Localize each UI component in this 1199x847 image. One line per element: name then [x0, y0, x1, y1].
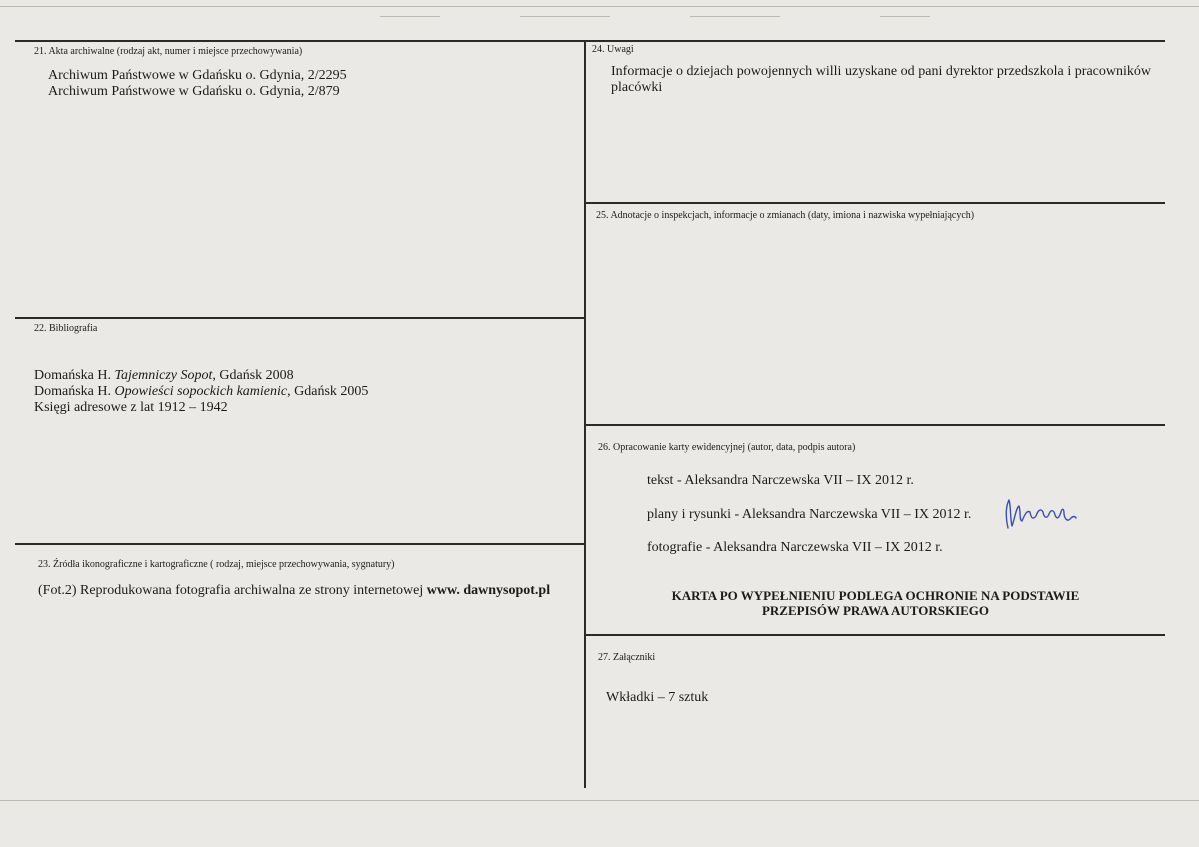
- bibliography-title: Opowieści sopockich kamienic: [114, 384, 288, 399]
- bibliography-entry-3: Księgi adresowe z lat 1912 – 1942: [34, 400, 228, 415]
- top-edge-dash: [380, 16, 440, 17]
- bibliography-place: , Gdańsk 2005: [287, 384, 369, 399]
- bottom-edge-mark: [0, 800, 1199, 801]
- bibliography-entry-1: [34, 368, 294, 384]
- copyright-notice: [586, 588, 1165, 618]
- remarks-text: Informacje o dziejach powojennych willi uzyskane od pani dyrektor przedszkola i pracowników placówki: [611, 64, 1151, 95]
- rule-21-22: [15, 317, 584, 319]
- author-signature: [1000, 494, 1080, 534]
- rule-24-25: [586, 202, 1165, 204]
- copyright-notice-line-2: PRZEPISÓW PRAWA AUTORSKIEGO: [761, 603, 990, 618]
- attachments-text: Wkładki – 7 sztuk: [606, 690, 709, 705]
- archive-line-2: Archiwum Państwowe w Gdańsku o. Gdynia, 2/879: [48, 84, 340, 99]
- top-edge-dash: [520, 16, 610, 17]
- center-divider: [584, 40, 586, 788]
- iconography-text: (Fot.2) Reprodukowana fotografia archiwalna ze strony internetowej: [38, 583, 427, 598]
- copyright-notice-line-1: KARTA PO WYPEŁNIENIU PODLEGA OCHRONIE NA PODSTAWIE: [671, 588, 1080, 603]
- section-27-label: 27. Załączniki: [598, 652, 656, 663]
- section-23-label: 23. Źródła ikonograficzne i kartograficzne ( rodzaj, miejsce przechowywania, sygnatury): [38, 559, 395, 570]
- website-link[interactable]: www. dawnysopot.pl: [426, 583, 551, 598]
- top-edge-mark: [0, 6, 1199, 7]
- section-26-label: 26. Opracowanie karty ewidencyjnej (autor, data, podpis autora): [598, 442, 856, 453]
- bibliography-title: Tajemniczy Sopot: [114, 368, 213, 383]
- bibliography-author: Domańska H.: [34, 384, 115, 399]
- rule-22-23: [15, 543, 584, 545]
- top-edge-dash: [690, 16, 780, 17]
- top-rule: [15, 40, 1165, 42]
- bibliography-author: Domańska H.: [34, 368, 115, 383]
- rule-25-26: [586, 424, 1165, 426]
- section-21-label: 21. Akta archiwalne (rodzaj akt, numer i miejsce przechowywania): [34, 46, 303, 57]
- section-24-label: 24. Uwagi: [592, 44, 634, 55]
- author-text-line: tekst - Aleksandra Narczewska VII – IX 2012 r.: [647, 473, 914, 488]
- section-22-label: 22. Bibliografia: [34, 323, 98, 334]
- iconography-source: [38, 583, 550, 599]
- archive-line-1: Archiwum Państwowe w Gdańsku o. Gdynia, 2/2295: [48, 68, 347, 83]
- author-photos-line: fotografie - Aleksandra Narczewska VII – IX 2012 r.: [647, 540, 943, 555]
- author-plans-line: plany i rysunki - Aleksandra Narczewska VII – IX 2012 r.: [647, 507, 972, 522]
- top-edge-dash: [880, 16, 930, 17]
- rule-26-27: [586, 634, 1165, 636]
- bibliography-entry-2: [34, 384, 368, 400]
- bibliography-place: , Gdańsk 2008: [212, 368, 294, 383]
- section-25-label: 25. Adnotacje o inspekcjach, informacje o zmianach (daty, imiona i nazwiska wypełniających): [596, 210, 975, 221]
